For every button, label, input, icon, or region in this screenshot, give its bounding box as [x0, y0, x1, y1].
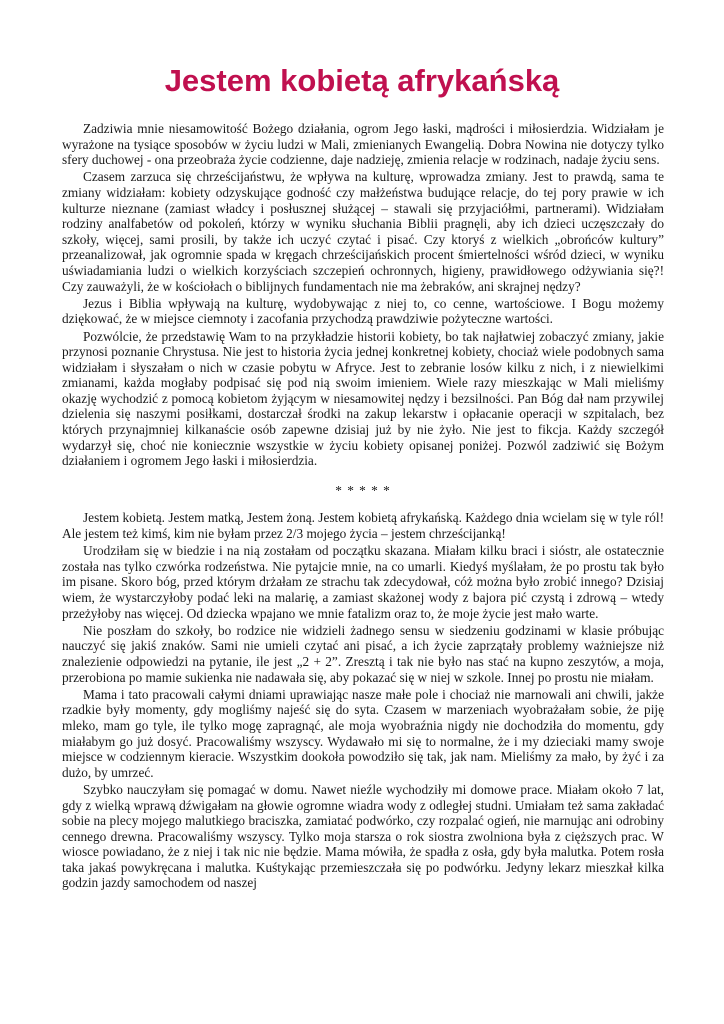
page-title: Jestem kobietą afrykańską — [164, 63, 560, 98]
story-paragraph: Jestem kobietą. Jestem matką, Jestem żoną. Jestem kobietą afrykańską. Każdego dnia wcielam się w tyle ról! Ale jestem też kimś, kim nie byłam przez 2/3 mojego życia – jestem chrześcijanką! — [62, 510, 664, 542]
story-paragraph: Mama i tato pracowali całymi dniami uprawiając nasze małe pole i chociaż nie marnowali ani chwili, jakże rzadkie były momenty, gdy mogliśmy najeść się do syta. Czasem w marzeniach wyobrażałam sobie, że piję mleko, mam go tyle, ile tylko mogę zapragnąć, ale moja wyobraźnia nigdy nie dochodziła do momentu, gdy miałabym go już dosyć. Pracowaliśmy wszyscy. Wydawało mi się to normalne, że i my dzieciaki mamy swoje miejsce w codziennym kieracie. Wszystkim dookoła powodziło się tak, jak nam. Mieliśmy za mało, by żyć i za dużo, by umrzeć. — [62, 686, 664, 780]
article-body — [62, 121, 664, 893]
story-paragraph: Nie poszłam do szkoły, bo rodzice nie widzieli żadnego sensu w siedzeniu godzinami w klasie próbując nauczyć się jakiś znaków. Sami nie umieli czytać ani pisać, a ich życie zaprzątały problemy ważniejsze niż znalezienie odpowiedzi na pytanie, ile jest „2 + 2”. Zresztą i tak nie było nas stać na kupno zeszytów, a moja, przerobiona po mamie sukienka nie nadawała się, aby pokazać się w niej w szkole. Innej po prostu nie miałam. — [62, 622, 664, 685]
paragraph: Jezus i Biblia wpływają na kulturę, wydobywając z niej to, co cenne, wartościowe. I Bogu możemy dziękować, że w miejsce ciemnoty i zacofania przychodzą prawdziwie pożyteczne wartości. — [62, 295, 664, 327]
story-paragraph: Urodziłam się w biedzie i na nią zostałam od początku skazana. Miałam kilku braci i sióstr, ale ostatecznie została nas tylko czwórka rodzeństwa. Nie pytajcie mnie, na co umarli. Kiedyś myślałam, że po prostu tak było im pisane. Skoro bóg, przed którym drżałam ze strachu tak zdecydował, cóż można było zrobić innego? Dzisiaj wiem, że wystarczyłoby podać leki na malarię, a zamiast skażonej wody z bajora pić czystą i zdrową – wtedy przeżyłoby nas więcej. Od dziecka wpajano we mnie fatalizm oraz to, że moje życie jest mało warte. — [62, 543, 664, 621]
story-paragraph: Szybko nauczyłam się pomagać w domu. Nawet nieźle wychodziły mi domowe prace. Miałam około 7 lat, gdy z wielką wprawą dźwigałam na głowie ogromne wiadra wody z odległej studni. Umiałam też sama zakładać sobie na plecy mojego malutkiego braciszka, zamiatać podwórko, czy rozpalać ogień, nie marnując ani odrobiny cennego drewna. Pracowaliśmy wszyscy. Tylko moja starsza o rok siostra zwolniona była z cięższych prac. W wiosce powiadano, że z niej i tak nic nie będzie. Mama mówiła, że spadła z osła, gdy była malutka. Potem rosła taka jakaś powykręcana i malutka. Kuśtykając przemieszczała się po podwórku. Jedyny lekarz mieszkał kilka godzin jazdy samochodem od naszej — [62, 781, 664, 891]
paragraph: Czasem zarzuca się chrześcijaństwu, że wpływa na kulturę, wprowadza zmiany. Jest to prawdą, sama te zmiany widziałam: kobiety odzyskujące godność czy małżeństwa budujące relacje, do tej pory prawie w ich kulturze nieznane (zamiast władcy i posłusznej służącej – stawali się przyjaciółmi, partnerami). Widziałam rodziny analfabetów od pokoleń, którzy w wyniku słuchania Biblii pragnęli, aby ich dzieci uczęszczały do szkoły, więcej, sami prosili, by także ich uczyć czytać i pisać. Czy ktoryś z wielkich „obrońców kultury” przeanalizował, jak ogromnie spada w kręgach chrześcijańskich procent śmiertelności wśród dzieci, w wyniku uświadamiania ludzi o wielkich korzyściach szczepień ochronnych, higieny, prawidłowego odżywiania się?! Czy zauważyli, że w kościołach o biblijnych fundamentach nie ma żebraków, ani skrajnej nędzy? — [62, 169, 664, 294]
paragraph: Zadziwia mnie niesamowitość Bożego działania, ogrom Jego łaski, mądrości i miłosierdzia. Widziałam je wyrażone na tysiące sposobów w życiu ludzi w Mali, zmienianych Ewangelią. Dobra Nowina nie dotyczy tylko sfery duchowej - ona przeobraża życie codzienne, daje nadzieję, zmienia relacje w rodzinach, nadaje życiu sens. — [62, 121, 664, 168]
paragraph: Pozwólcie, że przedstawię Wam to na przykładzie historii kobiety, bo tak najłatwiej zobaczyć zmiany, jakie przynosi poznanie Chrystusa. Nie jest to historia życia jednej konkretnej kobiety, chociaż wiele podobnych sama widziałam i słyszałam o nich w czasie pobytu w Afryce. Jest to zebranie losów kilku z nich, i z niewielkimi zmianami, każda mogłaby podpisać się pod nią swoim imieniem. Wiele razy mieszkając w Mali mieliśmy okazję wychodzić z pomocą kobietom żyjącym w niesamowitej nędzy i bezsilności. Pan Bóg dał nam przywilej dzielenia się naszymi posiłkami, dostarczał środki na zakup lekarstw i opłacanie operacji w szpitalach, bez których przynajmniej kilkanaście osób zapewne dzisiaj już by nie żyło. Nie jest to fikcja. Każdy szczegół wydarzył się, choć nie koniecznie wszystkie w życiu kobiety opisanej poniżej. Pozwól zadziwić się Bożym działaniem i ogromem Jego łaski i miłosierdzia. — [62, 328, 664, 469]
section-separator: * * * * * — [335, 482, 391, 498]
